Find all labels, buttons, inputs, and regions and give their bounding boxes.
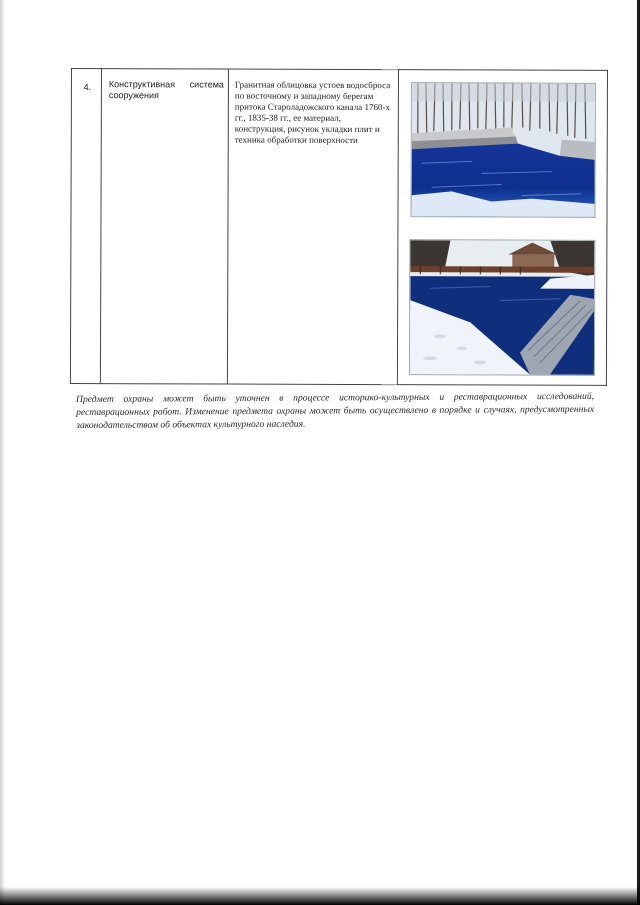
protection-subject-note: Предмет охраны может быть уточнен в процессе историко-культурных и реставрационных исследований, реставрационных работ. Изменение предмета охраны может быть осуществлено в порядке и случаях, предусмотренных законодательством об объектах культурного наследия. <box>76 390 595 431</box>
row-number-cell <box>70 69 101 384</box>
row-name: Конструктивная система сооружения <box>108 79 224 101</box>
photo-bridge-snow <box>409 239 595 376</box>
row-description-cell <box>227 69 398 385</box>
table-row <box>70 69 607 386</box>
heritage-table <box>70 68 608 386</box>
scan-edge-bottom <box>0 887 640 905</box>
row-number: 4. <box>83 82 92 93</box>
row-description: Гранитная облицовка устоев водосброса по восточному и западному берегам притока Староладожского канала 1760-х гг., 1835-38 гг., ее материал, конструкция, рисунок укладки плит и техника обработки поверхности <box>234 79 391 146</box>
row-photos-cell <box>397 70 607 386</box>
row-name-cell <box>100 69 228 384</box>
scan-edge-left <box>0 0 4 905</box>
photo-spillway-water <box>410 82 595 218</box>
